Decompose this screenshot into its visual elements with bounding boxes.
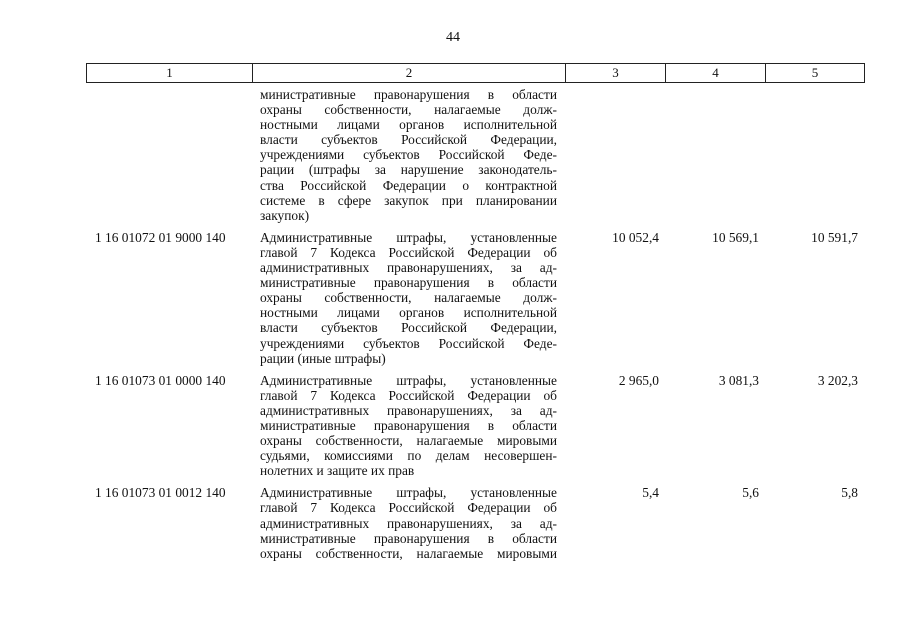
description-line: главой 7 Кодекса Российской Федерации об [260, 500, 557, 516]
value-col-5: 3 202,3 [817, 372, 858, 388]
description-line: власти субъектов Российской Федерации, [260, 132, 557, 148]
column-header-5: 5 [811, 65, 819, 80]
table-row [86, 87, 865, 223]
description-line: Административные штрафы, установленные [260, 229, 557, 245]
description-line: министративные правонарушения в области [260, 275, 557, 291]
budget-code [86, 87, 252, 223]
description-line: главой 7 Кодекса Российской Федерации об [260, 387, 557, 403]
description-line: охраны собственности, налагаемые мировыми [260, 433, 557, 449]
description-line: министративные правонарушения в области [260, 530, 557, 546]
value-col-4: 3 081,3 [718, 372, 759, 388]
budget-code: 1 16 01072 01 9000 140 [95, 229, 226, 245]
description-line: Административные штрафы, установленные [260, 485, 557, 501]
value-col-4 [665, 87, 765, 223]
value-col-3: 2 965,0 [618, 372, 659, 388]
description-line: нолетних и защите их прав [260, 463, 415, 479]
item-description [252, 87, 565, 223]
description-line: ностными лицами органов исполнительной [260, 117, 557, 133]
table-row [86, 373, 865, 479]
description-line: министративные правонарушения в области [260, 417, 557, 433]
value-col-3: 10 052,4 [612, 229, 659, 245]
description-line: рации (иные штрафы) [260, 350, 386, 366]
column-header-2: 2 [253, 64, 566, 82]
item-description [252, 373, 565, 479]
column-header-3: 3 [566, 64, 666, 82]
description-line: министративные правонарушения в области [260, 87, 557, 102]
table-row [86, 485, 865, 560]
description-line: охраны собственности, налагаемые долж- [260, 290, 557, 306]
description-line: административных правонарушениях, за ад- [260, 260, 557, 276]
description-line: главой 7 Кодекса Российской Федерации об [260, 244, 557, 260]
table-header-row [86, 63, 865, 83]
description-line: учреждениями субъектов Российской Феде- [260, 147, 557, 163]
description-line: охраны собственности, налагаемые мировыми [260, 545, 557, 561]
value-col-3: 5,4 [642, 485, 659, 501]
budget-code: 1 16 01073 01 0012 140 [95, 485, 226, 501]
item-description [252, 485, 565, 560]
description-line: власти субъектов Российской Федерации, [260, 320, 557, 336]
description-line: рации (штрафы за нарушение законодатель- [260, 162, 557, 178]
description-line: административных правонарушениях, за ад- [260, 515, 557, 531]
description-line: закупок) [260, 207, 310, 223]
item-description [252, 230, 565, 366]
description-line: судьями, комиссиями по делам несовершен- [260, 448, 557, 464]
value-col-5 [765, 87, 863, 223]
description-line: административных правонарушениях, за ад- [260, 402, 557, 418]
table-body [86, 87, 865, 561]
column-header-4: 4 [666, 64, 766, 82]
table-row [86, 230, 865, 366]
value-col-4: 10 569,1 [712, 229, 759, 245]
description-line: охраны собственности, налагаемые долж- [260, 102, 557, 118]
description-line: Административные штрафы, установленные [260, 372, 557, 388]
description-line: учреждениями субъектов Российской Феде- [260, 335, 557, 351]
description-line: ства Российской Федерации о контрактной [260, 177, 557, 193]
description-line: ностными лицами органов исполнительной [260, 305, 557, 321]
page-number: 44 [446, 30, 460, 45]
column-header-1: 1 [87, 64, 253, 82]
value-col-4: 5,6 [742, 485, 759, 501]
value-col-5: 5,8 [841, 485, 858, 501]
description-line: системе в сфере закупок при планировании [260, 192, 557, 208]
value-col-3 [565, 87, 665, 223]
value-col-5: 10 591,7 [811, 229, 858, 245]
budget-code: 1 16 01073 01 0000 140 [95, 372, 226, 388]
